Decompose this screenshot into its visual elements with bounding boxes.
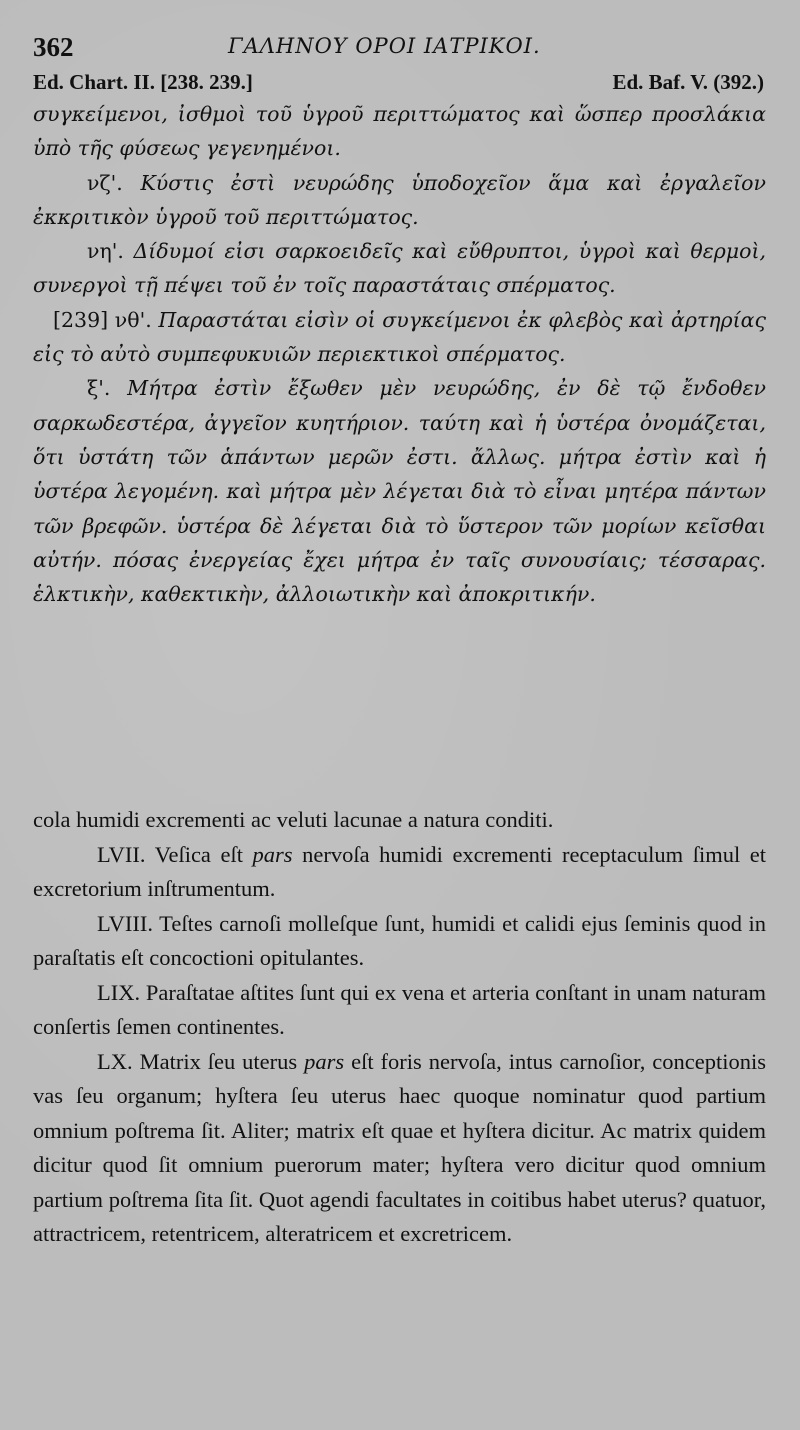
greek-paragraph [33, 234, 766, 303]
greek-paragraph [33, 371, 766, 611]
greek-text-block [33, 97, 766, 611]
edition-reference-right: Ed. Baf. V. (392.) [612, 70, 764, 94]
section-number: νζ'. [87, 170, 123, 195]
greek-text: συγκείμενοι, ἰσθμοὶ τοῦ ὑγροῦ περιττώματος καὶ ὥσπερ προσλάκια ὑπὸ τῆς φύσεως γεγενημένοι. [33, 102, 766, 161]
greek-text: Κύστις ἐστὶ νευρώδης ὑποδοχεῖον ἅμα καὶ ἐργαλεῖον ἐκκριτικὸν ὑγροῦ τοῦ περιττώματος. [33, 170, 766, 229]
latin-text: Matrix ſeu uterus [139, 1048, 298, 1074]
greek-text: Μήτρα ἐστὶν ἔξωθεν μὲν νευρώδης, ἐν δὲ τῷ ἔνδοθεν σαρκωδεστέρα, ἀγγεῖον κυητήριον. ταύτη καὶ ἡ ὑστέρα ὀνομάζεται, ὅτι ὑστάτη τῶν ἁπάντων μερῶν ἐστι. ἄλλως. μήτρα ἐστὶν καὶ ἡ ὑστέρα λεγομένη. καὶ μήτρα μὲν λέγεται διὰ τὸ εἶναι μητέρα πάντων τῶν βρεφῶν. ὑστέρα δὲ λέγεται διὰ τὸ ὕστερον τῶν μορίων κεῖσθαι αὐτήν. πόσας ἐνεργείας ἔχει μήτρα ἐν ταῖς συνουσίαις; τέσσαρας. ἑλκτικὴν, καθεκτικὴν, ἀλλοιωτικὴν καὶ ἀποκριτικήν. [33, 376, 766, 607]
section-number: ξ'. [87, 376, 111, 401]
section-number: LVIII. [97, 910, 154, 936]
page-reference: [239] [53, 307, 109, 332]
running-title: ΓΑΛΗΝΟΥ ΟΡΟΙ ΙΑΤΡΙΚΟΙ. [228, 34, 541, 58]
latin-paragraph [33, 907, 766, 976]
latin-italic-word: pars [304, 1048, 345, 1074]
section-number: LIX. [97, 979, 141, 1005]
latin-text: Teſtes carnoſi molleſque ſunt, humidi et calidi ejus ſeminis quod in paraſtatis eſt concoctioni opitulantes. [33, 910, 766, 970]
greek-paragraph [33, 303, 766, 372]
section-number: νη'. [87, 239, 124, 264]
greek-paragraph [33, 97, 766, 166]
greek-text: Δίδυμοί εἰσι σαρκοειδεῖς καὶ εὔθρυπτοι, ὑγροὶ καὶ θερμοὶ, συνεργοὶ τῇ πέψει τοῦ ἐν τοῖς παραστάταις σπέρματος. [33, 239, 766, 298]
latin-paragraph [33, 838, 766, 907]
section-number: νθ'. [114, 307, 152, 332]
page-number: 362 [33, 32, 74, 62]
latin-text: Veſica eſt [154, 841, 243, 867]
latin-paragraph [33, 803, 766, 838]
latin-text: nervoſa humidi excrementi receptaculum ſimul et excretorium inſtrumentum. [33, 841, 766, 901]
latin-text-block [33, 803, 766, 1252]
latin-italic-word: pars [252, 841, 293, 867]
latin-paragraph [33, 976, 766, 1045]
latin-paragraph [33, 1045, 766, 1252]
latin-text: Paraſtatae aſtites ſunt qui ex vena et arteria conſtant in unam naturam conſertis ſemen continentes. [33, 979, 766, 1039]
section-number: LX. [97, 1048, 133, 1074]
latin-text: cola humidi excrementi ac veluti lacunae a natura conditi. [33, 807, 554, 832]
latin-text: eſt foris nervoſa, intus carnoſior, conceptionis vas ſeu organum; hyſtera ſeu uterus haec quoque nominatur quod partium omnium poſtrema ſit. Aliter; matrix eſt quae et hyſtera dicitur. Ac matrix quidem dicitur quod ſit omnium puerorum mater; hyſtera vero dicitur quod omnium partium poſtrema ſita ſit. Quot agendi facultates in coitibus habet uterus? quatuor, attractricem, retentricem, alteratricem et excretricem. [33, 1048, 767, 1246]
greek-paragraph [33, 166, 766, 235]
section-number: LVII. [97, 841, 146, 867]
edition-reference-left: Ed. Chart. II. [238. 239.] [33, 70, 253, 94]
greek-text: Παραστάται εἰσὶν οἱ συγκείμενοι ἐκ φλεβὸς καὶ ἀρτηρίας εἰς τὸ αὐτὸ συμπεφυκυιῶν περιεκτικοὶ σπέρματος. [33, 307, 766, 367]
